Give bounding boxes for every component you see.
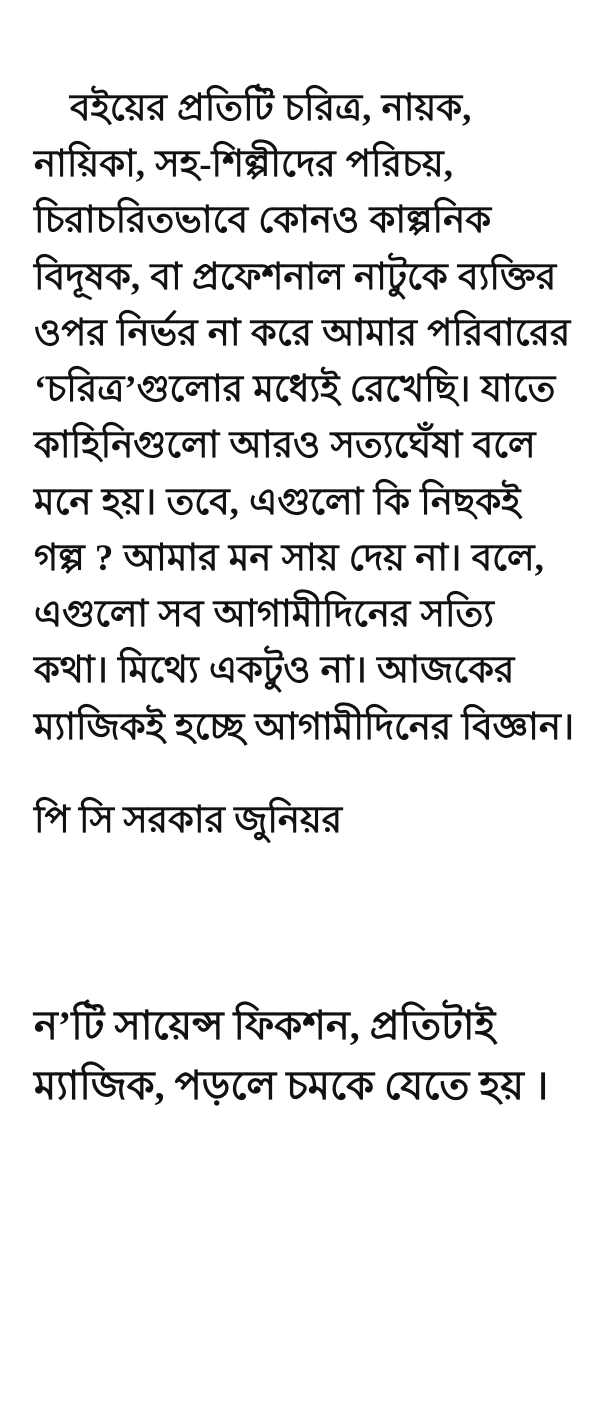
- blurb-paragraph: বইয়ের প্রতিটি চরিত্র, নায়ক, নায়িকা, সহ-শিল্পীদের পরিচয়, চিরাচরিতভাবে কোনও কাল্পনিক বিদূষক, বা প্রফেশনাল নাটুকে ব্যক্তির ওপর নির্ভর না করে আমার পরিবারের ‘চরিত্র’গুলোর মধ্যেই রেখেছি। যাতে কাহিনিগুলো আরও সত্যঘেঁষা বলে মনে হয়। তবে, এগুলো কি নিছকই গল্প ? আমার মন সায় দেয় না। বলে, এগুলো সব আগামীদিনের সত্যি কথা। মিথ্যে একটুও না। আজকের ম্যাজিকই হচ্ছে আগামীদিনের বিজ্ঞান।: [34, 88, 581, 748]
- section-spacer: [34, 886, 578, 956]
- author-signature: পি সি সরকার জুনিয়র: [34, 799, 343, 841]
- tagline-text: ন’টি সায়েন্স ফিকশন, প্রতিটাই ম্যাজিক, পড়লে চমকে যেতে হয় ।: [34, 1003, 549, 1109]
